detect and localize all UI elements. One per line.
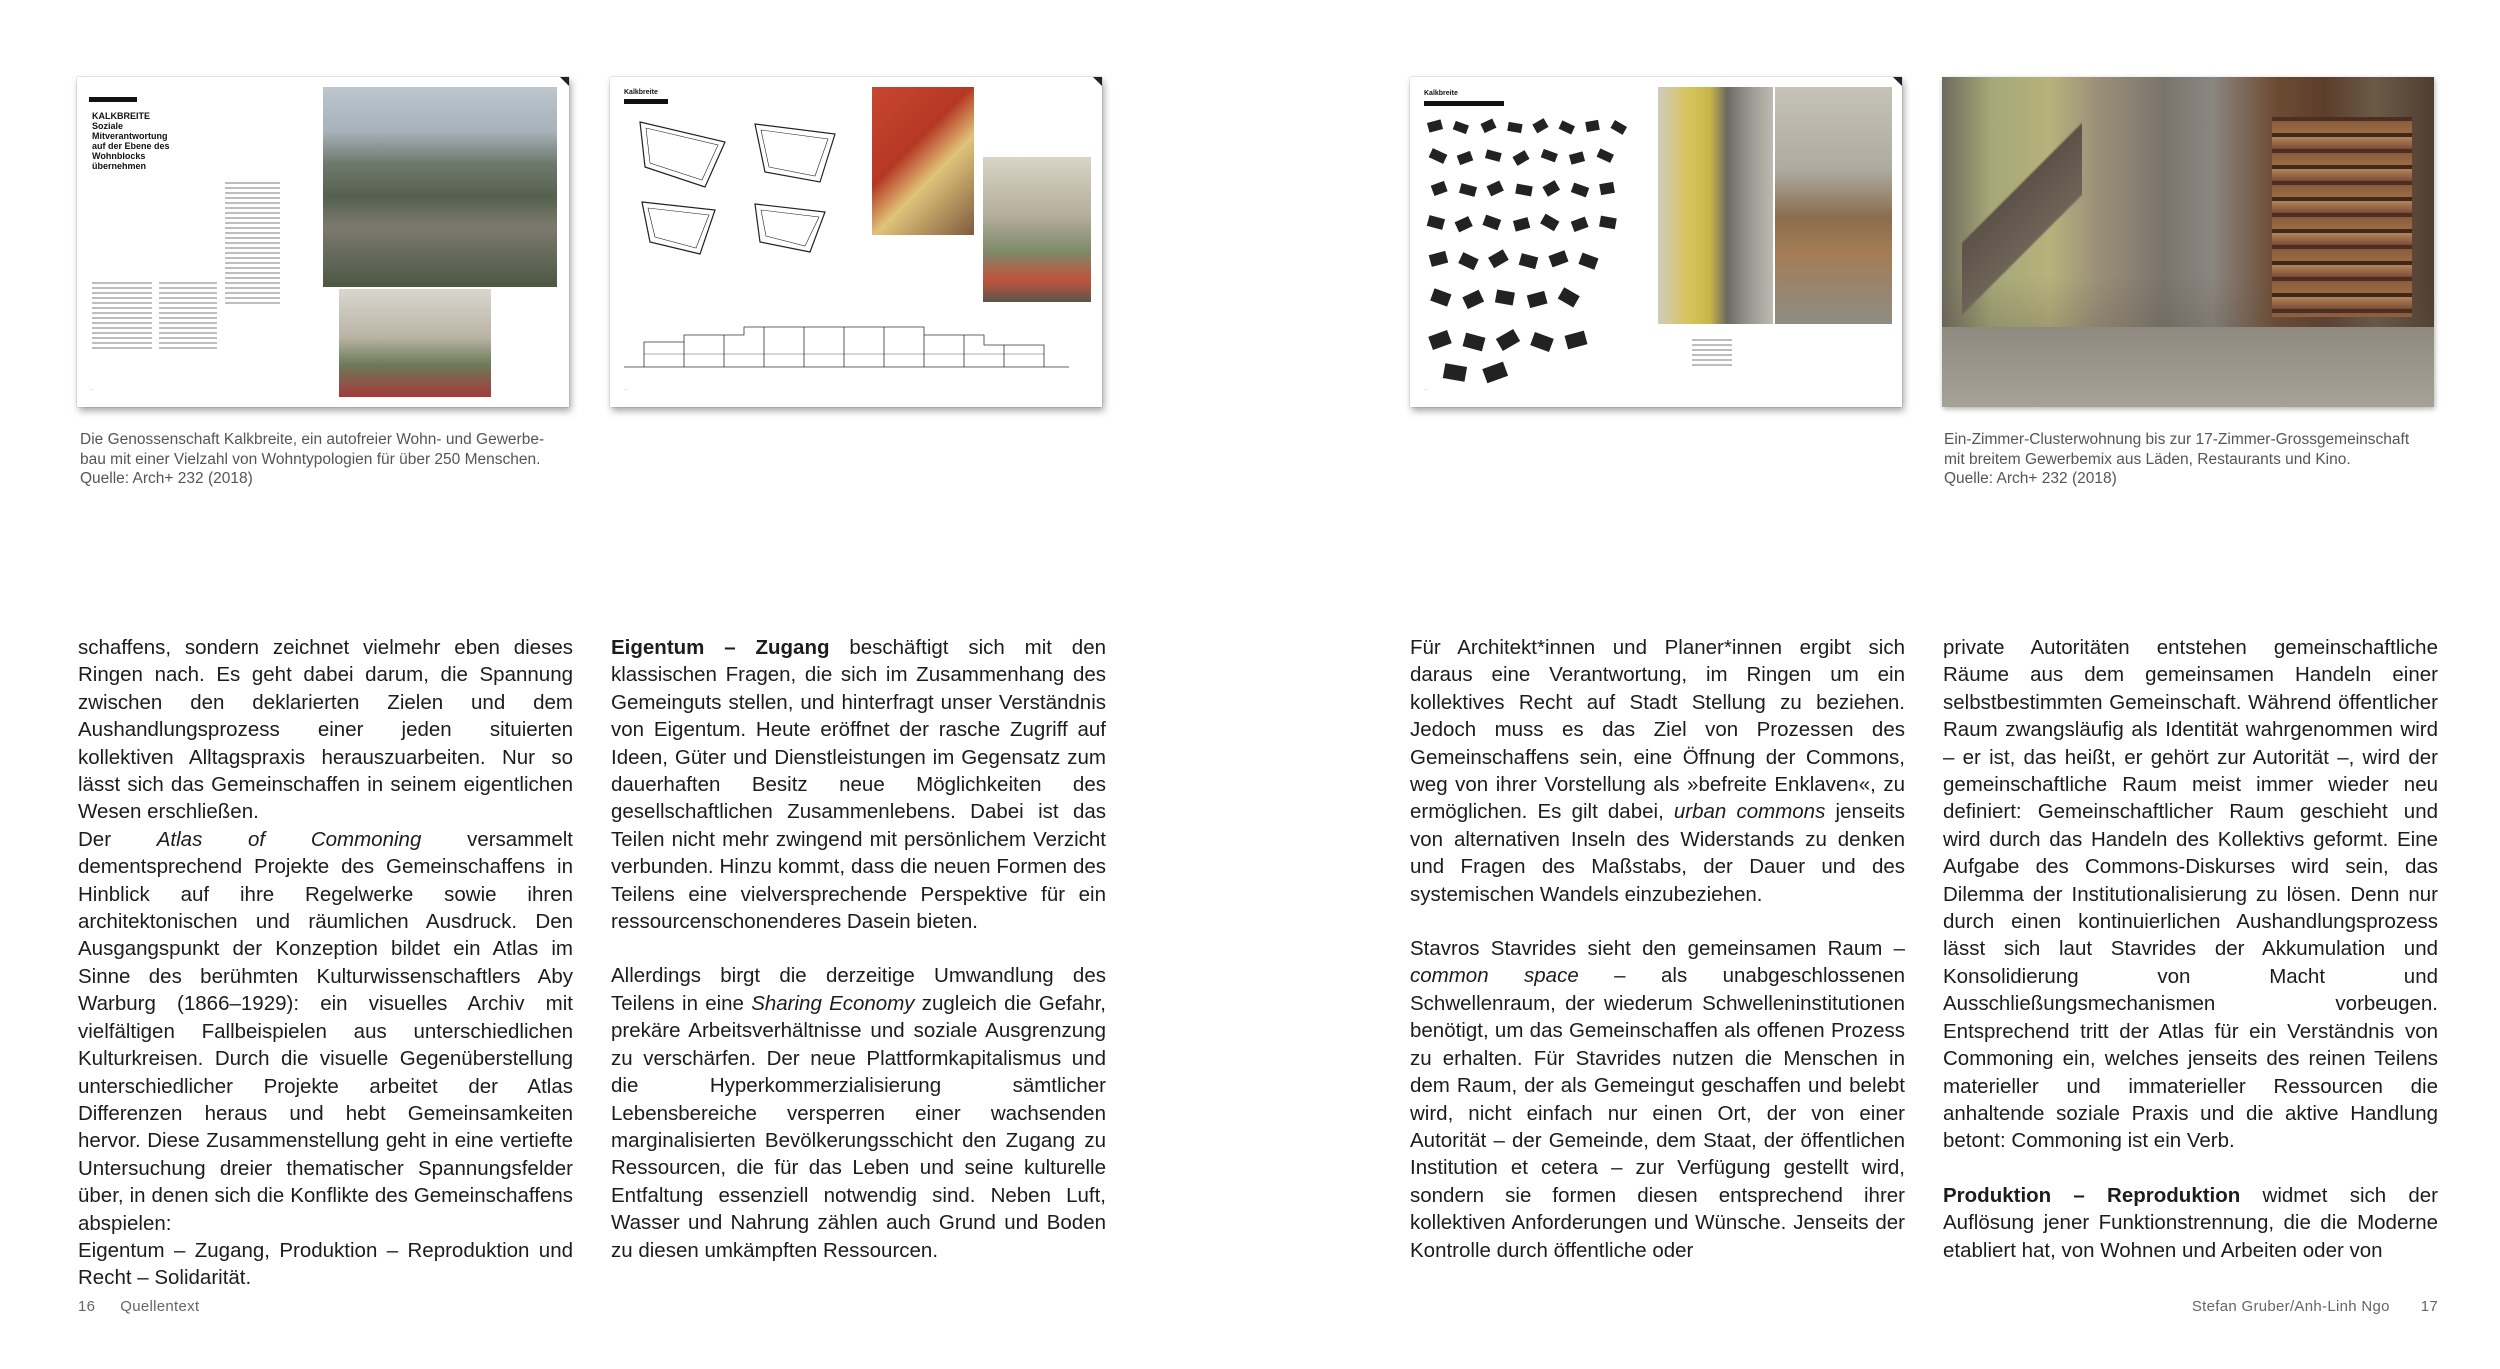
text-run: private Autoritäten entstehen gemeinschaftliche Räume aus dem gemeinsamen Handeln einer selbstbestimmten Gemeinschaft. Während öffentlicher Raum zwangsläufig als Identität wahrgenommen wird – er ist, das heißt, er gehört zur Autorität –, wird der gemeinschaftliche Raum meist immer wieder neu definiert: Gemeinschaftlicher Raum geschieht und wird durch das Handeln des Kollektivs geformt. Eine Aufgabe des Commons-Diskurses wird sein, das Dilemma der Institutionalisierung zu lösen. Denn nur durch einen kontinuierlichen Aushandlungsprozess lässt sich laut Stavrides der Akkumulation und Konsolidierung von Macht und Ausschließungsmechanismen vorbeugen. Entsprechend tritt der Atlas für ein Verständnis von Commoning ein, welches jenseits des reinen Teilens materieller und immaterieller Ressourcen die anhaltende soziale Praxis und die aktive Handlung betont: Commoning ist ein Verb. (1943, 636, 2438, 1153)
paragraph (78, 634, 573, 826)
spread-section-label: Kalkbreite (624, 89, 658, 96)
paragraph (611, 962, 1106, 1263)
paragraph (1943, 634, 2438, 1155)
unit-plans-grid (1424, 117, 1644, 387)
atrium-photo (983, 157, 1091, 302)
spread-thumbnail-kalkbreite-plans (610, 77, 1102, 407)
figure-caption-left: Die Genossenschaft Kalkbreite, ein autofreier Wohn- und Gewerbe- bau mit einer Vielzahl von Wohntypologien für über 250 Menschen. Quelle: Arch+ 232 (2018) (80, 431, 545, 487)
text-run: Stavros Stavrides sieht den gemeinsamen Raum – (1410, 937, 1905, 961)
paragraph (1943, 1182, 2438, 1264)
library-photo (1775, 87, 1892, 324)
spread-section-label: Kalkbreite (1424, 90, 1458, 97)
paragraph (611, 634, 1106, 935)
spread-page-number: ·· (89, 387, 93, 393)
right-page-column-1 (1410, 634, 1905, 1264)
italic-run: urban commons (1673, 800, 1826, 824)
text-run: schaffens, sondern zeichnet vielmehr eben dieses Ringen nach. Es geht dabei darum, die Spannung zwischen den deklarierten Zielen und dem Aushandlungsprozess einer jeden situierten kollektiven Alltagspraxis herauszuarbeiten. Nur so lässt sich das Gemeinschaffen in seinem eigentlichen Wesen erschließen. (78, 636, 573, 824)
courtyard-photo (339, 289, 491, 397)
italic-run: common space (1410, 964, 1579, 988)
page-corner (560, 77, 569, 86)
paragraph (1410, 634, 1905, 908)
text-run: Eigentum – Zugang, Produktion – Reproduktion und Recht – Solidarität. (78, 1238, 573, 1290)
text-run: versammelt dementsprechend Projekte des Gemeinschaffens in Hinblick auf ihre Regelwerke sowie ihren architektonischen und räumlichen Ausdruck. Den Ausgangspunkt der Konzeption bildet ein Atlas im Sinne des berühmten Kulturwissenschaftlers Aby Warburg (1866–1929): ein visuelles Archiv mit vielfältigen Fallbeispielen aus unterschiedlichen Kulturkreisen. Durch die visuelle Gegenüberstellung unterschiedlicher Projekte arbeitet der Atlas Differenzen heraus und hebt Gemeinsamkeiten hervor. Diese Zusammenstellung geht in eine vertiefte Untersuchung dreier thematischer Spannungsfelder über, in denen sich die Konflikte des Gemeinschaffens abspielen: (78, 827, 573, 1235)
page-corner (1093, 77, 1102, 86)
body-text-block (92, 282, 152, 397)
left-page-column-2 (611, 634, 1106, 1264)
bookshelf (2272, 117, 2412, 317)
yellow-stair-photo (1658, 87, 1773, 324)
spread-page-number: ·· (1424, 387, 1428, 393)
text-run: Für Architekt*innen und Planer*innen ergibt sich daraus eine Verantwortung, im Ringen um ein kollektives Recht auf Stadt Stellung zu beziehen. Jedoch muss es das Ziel von Prozessen des Gemeinschaffens sein, eine Öffnung der Commons, weg von ihrer Vorstellung als »befreite Enklaven«, zu ermöglichen. Es gilt dabei, (1410, 636, 1905, 824)
heading-bar (624, 99, 668, 104)
figure-caption-right: Ein-Zimmer-Clusterwohnung bis zur 17-Zimmer-Grossgemeinschaft mit breitem Gewerbemix aus Läden, Restaurants und Kino. Quelle: Arch+ 232 (2018) (1944, 431, 2410, 487)
spread-heading: KALKBREITE Soziale Mitverantwortung auf der Ebene des Wohnblocks übernehmen (92, 111, 170, 171)
text-run: zugleich die Gefahr, prekäre Arbeitsverhältnisse und soziale Ausgrenzung zu verschärfen. Der neue Plattformkapitalismus und die Hyperkommerzialisierung sämtlicher Lebensbereiche versperren einer wachsenden marginalisierten Bevölkerungsschicht den Zugang zu Ressourcen, die für das Leben und seine kulturelle Entfaltung essenziell notwendig sind. Neben Luft, Wasser und Nahrung zählen auch Grund und Boden zu diesen umkämpften Ressourcen. (611, 991, 1106, 1262)
aerial-city-photo (323, 87, 557, 287)
heading-bar (1424, 101, 1504, 106)
heading-bar (89, 97, 137, 102)
body-text-block (225, 182, 280, 397)
right-page-footer (2192, 1298, 2438, 1315)
red-stair-photo (872, 87, 974, 235)
body-text-block (159, 282, 217, 397)
authors: Stefan Gruber/Anh-Linh Ngo (2191, 1298, 2390, 1315)
right-page-column-2 (1943, 634, 2438, 1264)
floor-plans-drawing (630, 112, 860, 262)
left-page-column-1 (78, 634, 573, 1292)
italic-run: Sharing Economy (751, 991, 915, 1015)
staircase (1962, 97, 2082, 337)
section-title: Quellentext (120, 1298, 200, 1315)
page-number: 17 (2420, 1298, 2438, 1315)
bold-run: Eigentum – Zugang (611, 636, 830, 659)
paragraph (1410, 935, 1905, 1264)
spread-thumbnail-kalkbreite-typologies (1410, 77, 1902, 407)
body-text-block (1692, 339, 1732, 389)
text-run: widmet sich der Auflösung jener Funktionstrennung, die die Moderne etabliert hat, von Wohnen und Arbeiten oder von (1943, 1183, 2439, 1262)
section-drawing (624, 317, 1069, 379)
spread-page-number: ·· (624, 387, 628, 393)
text-run: Der (78, 827, 157, 851)
paragraph (78, 826, 573, 1237)
photo-thumbnail-cluster-interior (1942, 77, 2434, 407)
floor (1942, 327, 2434, 407)
italic-run: Atlas of Commoning (156, 827, 422, 851)
spread-thumbnail-kalkbreite-intro (77, 77, 569, 407)
text-run: – als unabgeschlossenen Schwellenraum, der wiederum Schwelleninstitutionen benötigt, um das Gemeinschaffen als offenen Prozess zu erhalten. Für Stavrides nutzen die Menschen in dem Raum, der als Gemeingut geschaffen und belebt wird, nicht einfach nur einen Ort, der von einer Autorität – der Gemeinde, dem Staat, der öffentlichen Institution et cetera – zur Verfügung gestellt wird, sondern sie formen diesen entsprechend ihrer kollektiven Anforderungen und Wünsche. Jenseits der Kontrolle durch öffentliche oder (1410, 964, 1906, 1262)
text-run: jenseits von alternativen Inseln des Widerstands zu denken und Fragen des Maßstabs, der Dauer und des systemischen Wandels einzubeziehen. (1410, 800, 1905, 906)
text-run: Allerdings birgt die derzeitige Umwandlung des Teilens in eine (611, 964, 1106, 1015)
text-run: beschäftigt sich mit den klassischen Fragen, die sich im Zusammenhang des Gemeinguts stellen, und hinterfragt unser Verständnis von Eigentum. Heute eröffnet der rasche Zugriff auf Ideen, Güter und Dienstleistungen im Gegensatz zum dauerhaften Besitz neue Möglichkeiten des gesellschaftlichen Zusammenlebens. Dabei ist das Teilen nicht mehr zwingend mit persönlichem Verzicht verbunden. Hinzu kommt, dass die neuen Formen des Teilens eine vielversprechende Perspektive für ein ressourcenschonenderes Dasein bieten. (611, 636, 1106, 934)
paragraph (78, 1237, 573, 1292)
page-number: 16 (78, 1298, 96, 1315)
bold-run: Produktion – Reproduktion (1943, 1183, 2241, 1207)
page-corner (1893, 77, 1902, 86)
left-page-footer (78, 1298, 199, 1315)
